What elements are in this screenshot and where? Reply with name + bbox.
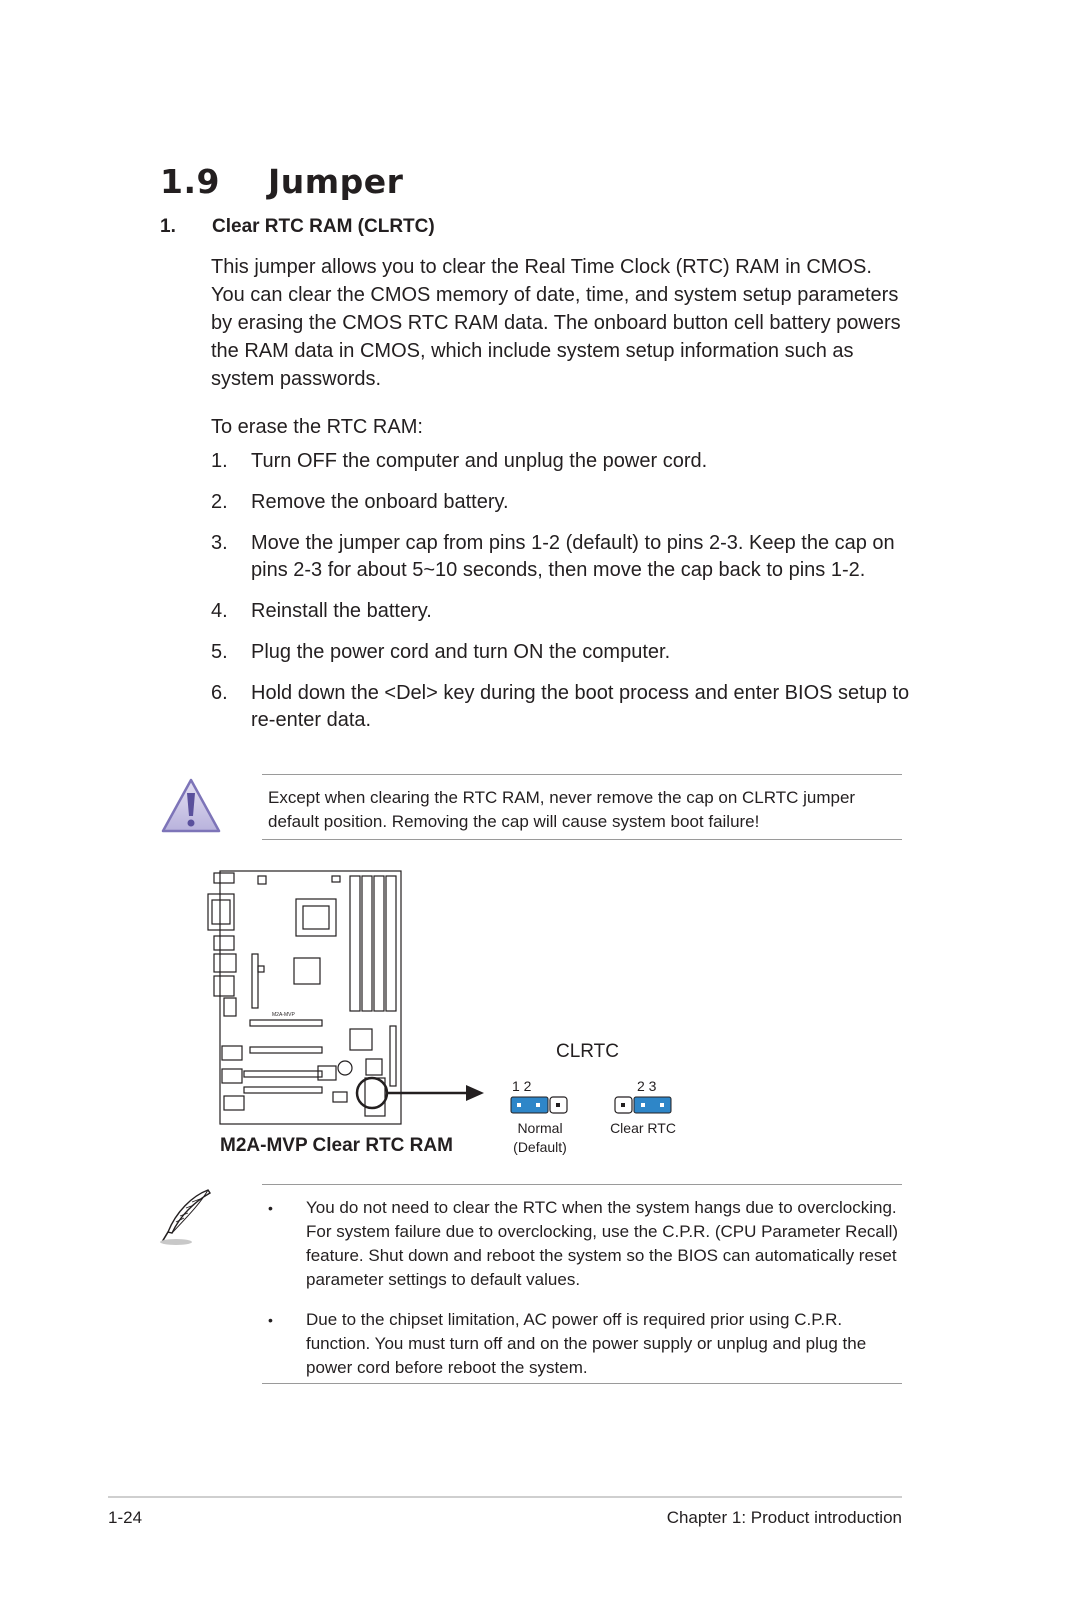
subsection-heading <box>160 216 435 238</box>
note-bottom-rule <box>262 1383 902 1384</box>
motherboard-diagram <box>200 866 490 1136</box>
step-number: 1. <box>211 450 228 472</box>
caution-bottom-rule <box>262 839 902 840</box>
jumper-cap <box>511 1097 548 1113</box>
chapter-title: Chapter 1: Product introduction <box>666 1508 902 1527</box>
jumper-name: CLRTC <box>556 1041 619 1062</box>
note-item <box>268 1308 908 1380</box>
note-quill-icon <box>156 1186 218 1248</box>
step-number: 6. <box>211 682 228 704</box>
jumper-clear-diagram <box>614 1096 672 1114</box>
note-text: You do not need to clear the RTC when the system hangs due to overclocking. For system failure due to overclocking, use the C.P.R. (CPU Parameter Recall) feature. Shut down and reboot the system so the BIOS can automatically reset parameter settings to default values. <box>306 1198 899 1289</box>
step-item <box>211 448 931 475</box>
step-item <box>211 598 931 625</box>
clrtc-location-circle <box>357 1078 387 1108</box>
note-text: Due to the chipset limitation, AC power off is required prior using C.P.R. function. You must turn off and on the power supply or unplug and plug the power cord before reboot the system. <box>306 1310 867 1377</box>
note-top-rule <box>262 1184 902 1185</box>
step-text: Plug the power cord and turn ON the computer. <box>251 641 671 663</box>
step-number: 3. <box>211 532 228 554</box>
step-item <box>211 639 931 666</box>
clear-pin-numbers: 2 3 <box>637 1078 657 1094</box>
pointer-arrow-icon <box>466 1085 484 1101</box>
notes-list <box>268 1196 908 1396</box>
step-text: Remove the onboard battery. <box>251 491 509 513</box>
step-item <box>211 680 931 734</box>
step-number: 5. <box>211 641 228 663</box>
intro-paragraph: This jumper allows you to clear the Real Time Clock (RTC) RAM in CMOS. You can clear the CMOS memory of date, time, and system setup parameters by erasing the CMOS RTC RAM data. The onboard button cell battery powers the RAM data in CMOS, which include system setup information such as system passwords. <box>211 256 901 390</box>
section-heading <box>160 162 403 201</box>
step-text: Hold down the <Del> key during the boot process and enter BIOS setup to re-enter data. <box>251 682 910 731</box>
clear-rtc-label: Clear RTC <box>610 1120 676 1136</box>
step-text: Reinstall the battery. <box>251 600 432 622</box>
default-label: (Default) <box>513 1139 567 1155</box>
page-number: 1-24 <box>108 1508 143 1527</box>
caution-text: Except when clearing the RTC RAM, never remove the cap on CLRTC jumper default position. Removing the cap will cause system boot failure! <box>268 788 856 831</box>
bullet: • <box>268 1200 273 1216</box>
subsection-number: 1. <box>160 216 176 237</box>
subsection-title: Clear RTC RAM (CLRTC) <box>212 216 435 237</box>
step-item <box>211 530 931 584</box>
caution-top-rule <box>262 774 902 775</box>
normal-pin-numbers: 1 2 <box>512 1078 532 1094</box>
warning-icon <box>160 777 222 835</box>
step-text: Move the jumper cap from pins 1-2 (default) to pins 2-3. Keep the cap on pins 2-3 for about 5~10 seconds, then move the cap back to pins 1-2. <box>251 532 895 581</box>
step-text: Turn OFF the computer and unplug the power cord. <box>251 450 708 472</box>
step-item <box>211 489 931 516</box>
bullet: • <box>268 1312 273 1328</box>
step-number: 4. <box>211 600 228 622</box>
steps-list <box>211 448 931 748</box>
jumper-normal-diagram <box>510 1096 568 1114</box>
note-item <box>268 1196 908 1292</box>
erase-heading: To erase the RTC RAM: <box>211 416 423 438</box>
section-title: Jumper <box>268 162 404 201</box>
jumper-cap <box>634 1097 671 1113</box>
section-number: 1.9 <box>160 162 220 201</box>
normal-label: Normal <box>517 1120 563 1136</box>
footer-rule <box>108 1496 902 1498</box>
board-label: M2A-MVP <box>272 1012 295 1018</box>
step-number: 2. <box>211 491 228 513</box>
figure-caption: M2A-MVP Clear RTC RAM <box>220 1135 453 1156</box>
